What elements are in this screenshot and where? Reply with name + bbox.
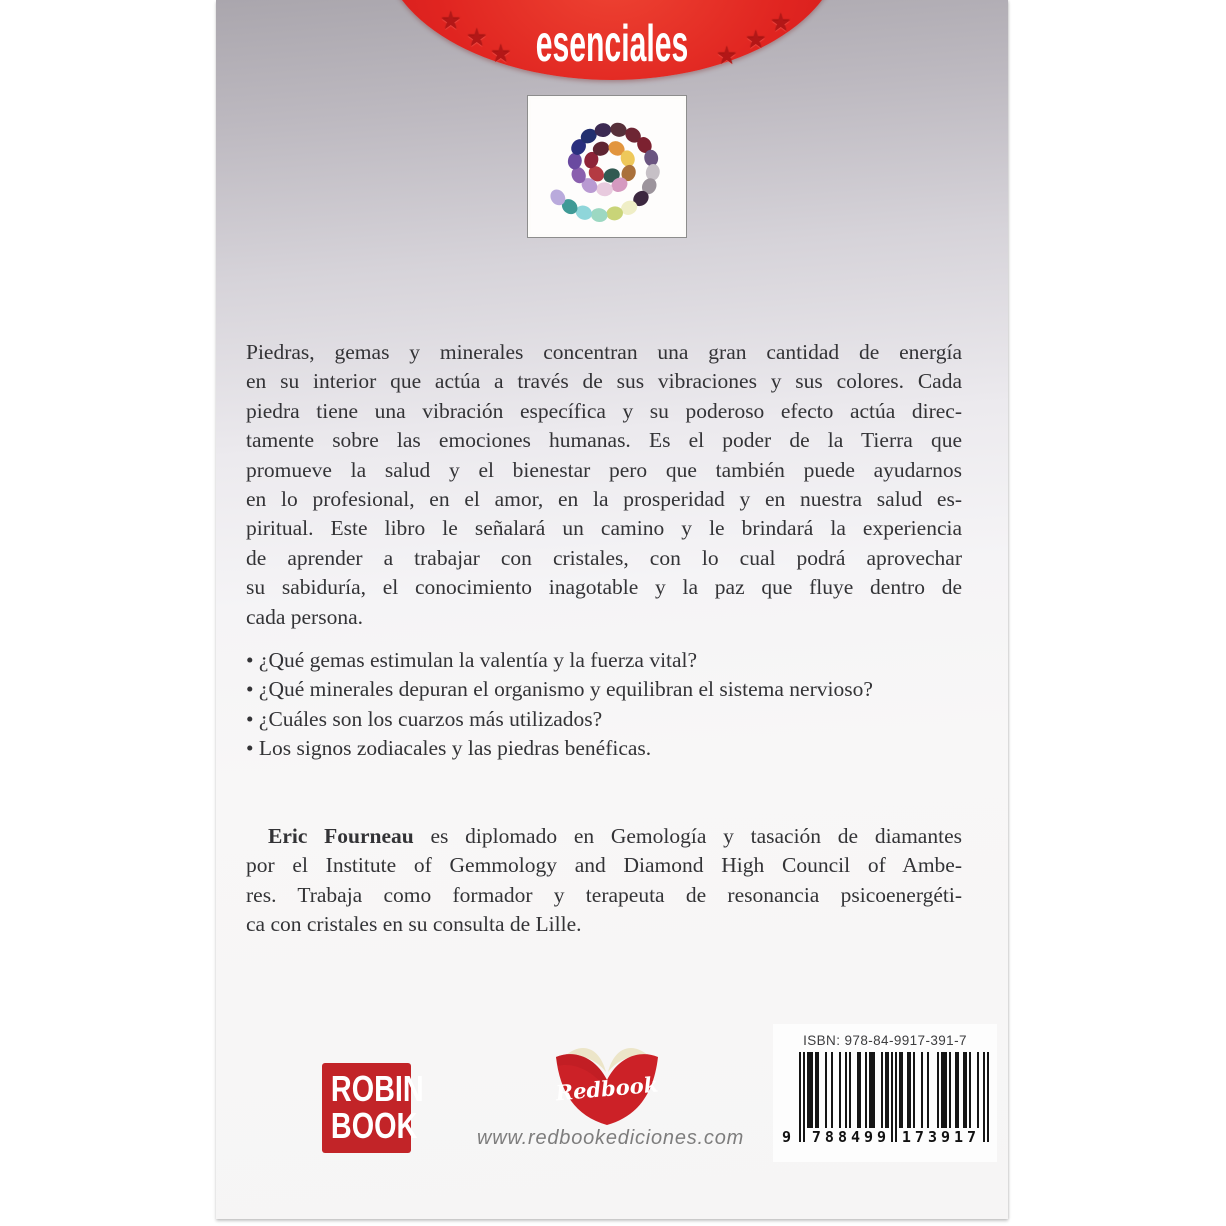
barcode-bar — [969, 1052, 971, 1128]
barcode-bar — [881, 1052, 883, 1128]
synopsis-line: tamente sobre las emociones humanas. Es el poder de la Tierra que — [246, 428, 962, 453]
barcode-bar — [909, 1052, 911, 1128]
author-name: Eric Fourneau — [268, 824, 414, 848]
stones-spiral-svg — [531, 99, 683, 234]
author-bio-first-line — [246, 822, 962, 851]
author-bio-text: es diplomado en Gemología y tasación de diamantes — [413, 824, 962, 848]
barcode-bar — [945, 1052, 947, 1128]
barcode-digits-group2: 173917 — [901, 1128, 981, 1146]
star-icon: ★ — [745, 28, 767, 54]
barcode-bar — [977, 1052, 979, 1128]
barcode-bar — [849, 1052, 851, 1128]
stone — [567, 152, 583, 170]
barcode-bar — [859, 1052, 861, 1128]
synopsis-line: piedra tiene una vibración específica y su poderoso efecto actúa direc- — [246, 398, 962, 423]
esenciales-banner — [382, 0, 842, 80]
barcode-bar — [937, 1052, 939, 1128]
star-icon: ★ — [490, 42, 512, 68]
barcode-bar — [987, 1052, 989, 1142]
synopsis-line: su sabiduría, el conocimiento inagotable y la paz que fluye dentro de — [246, 575, 962, 600]
synopsis-line: en su interior que actúa a través de sus vibraciones y sus colores. Cada — [246, 369, 962, 394]
bullet-list — [246, 646, 962, 764]
robinbook-logo-line2: BOOK — [330, 1105, 418, 1146]
barcode-bar — [887, 1052, 889, 1128]
book-back-cover — [216, 0, 1008, 1219]
barcode-bar — [839, 1052, 841, 1128]
bullet-item: • ¿Qué gemas estimulan la valentía y la fuerza vital? — [246, 648, 698, 672]
author-bio-line: ca con cristales en su consulta de Lille. — [246, 912, 582, 937]
barcode-bar — [957, 1052, 959, 1128]
author-bio — [246, 822, 962, 940]
redbook-logo — [553, 1040, 661, 1128]
barcode-bar — [921, 1052, 923, 1128]
bullet-item: • ¿Qué minerales depuran el organismo y equilibran el sistema nervioso? — [246, 677, 873, 702]
redbook-open-book-icon — [553, 1040, 661, 1128]
barcode-bar — [927, 1052, 929, 1128]
barcode-digits-group1: 788499 — [811, 1128, 891, 1146]
barcode-bar — [817, 1052, 819, 1128]
author-bio-line: por el Institute of Gemmology and Diamond High Council of Ambe- — [246, 853, 962, 878]
bullet-item: • ¿Cuáles son los cuarzos más utilizados? — [246, 706, 603, 731]
stone — [594, 122, 612, 137]
barcode-bar — [845, 1052, 847, 1128]
synopsis-line: piritual. Este libro le señalará un camino y le brindará la experiencia — [246, 516, 962, 541]
synopsis-line: Piedras, gemas y minerales concentran una gran cantidad de energía — [246, 340, 962, 364]
barcode-bar — [913, 1052, 915, 1128]
author-bio-rest — [246, 851, 962, 939]
stone — [606, 205, 624, 221]
author-bio-line: res. Trabaja como formador y terapeuta de resonancia psicoenergéti- — [246, 882, 962, 907]
star-icon: ★ — [716, 44, 738, 70]
star-icon: ★ — [770, 11, 792, 37]
stone — [609, 121, 629, 139]
stone — [596, 182, 614, 197]
barcode-bar — [799, 1052, 801, 1142]
robinbook-logo — [322, 1063, 424, 1153]
barcode-bar — [865, 1052, 867, 1128]
synopsis-line: promueve la salud y el bienestar pero que también puede ayudarnos — [246, 457, 962, 482]
barcode-bar — [873, 1052, 875, 1128]
stones-spiral-image — [527, 95, 687, 238]
barcode-bar — [831, 1052, 833, 1128]
synopsis-line: en lo profesional, en el amor, en la prosperidad y en nuestra salud es- — [246, 487, 962, 512]
barcode-bar — [803, 1052, 805, 1142]
isbn-barcode — [773, 1024, 997, 1162]
robinbook-logo-line1: ROBIN — [330, 1068, 424, 1109]
barcode-bar — [825, 1052, 827, 1128]
synopsis-line: de aprender a trabajar con cristales, con lo cual podrá aprovechar — [246, 545, 962, 570]
barcode-bar — [901, 1052, 903, 1128]
barcode-bar — [965, 1052, 967, 1128]
bullet-item: • Los signos zodiacales y las piedras benéficas. — [246, 736, 652, 761]
barcode-bar — [949, 1052, 951, 1128]
isbn-label: ISBN: 978-84-9917-391-7 — [803, 1033, 967, 1048]
synopsis-line: cada persona. — [246, 604, 363, 629]
series-title: esenciales — [535, 15, 689, 73]
star-icon: ★ — [440, 9, 462, 35]
synopsis-paragraph — [246, 338, 962, 632]
publisher-website: www.redbookediciones.com — [477, 1127, 745, 1149]
redbook-wordmark: Redbook — [554, 1071, 660, 1106]
barcode-digit-lead: 9 — [782, 1128, 792, 1146]
star-icon: ★ — [466, 26, 488, 52]
barcode-bar — [811, 1052, 813, 1128]
stone — [590, 207, 608, 223]
barcode-bar — [895, 1052, 897, 1142]
